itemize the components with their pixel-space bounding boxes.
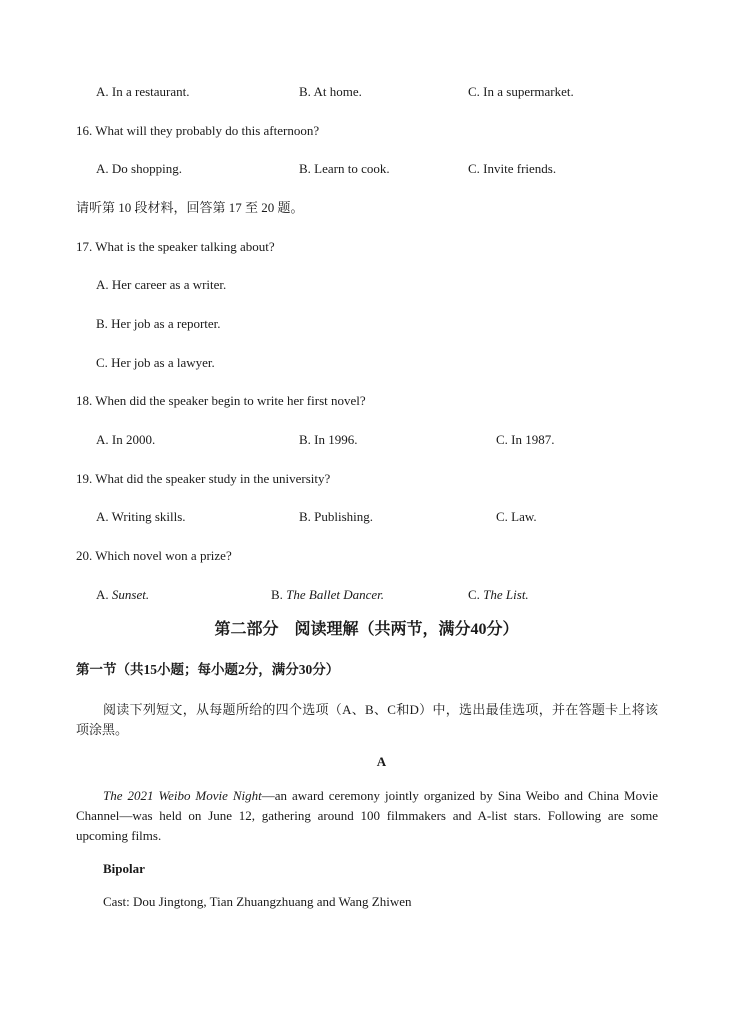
q19-option-c: C. Law. bbox=[496, 509, 537, 524]
passage-label: A bbox=[376, 754, 387, 769]
part2-title: 第二部分 阅读理解（共两节，满分40分） bbox=[214, 621, 519, 638]
film-cast: Cast: Dou Jingtong, Tian Zhuangzhuang and Wang Zhiwen bbox=[103, 894, 412, 909]
q16-option-a: A. Do shopping. bbox=[96, 161, 182, 176]
q17-stem: 17. What is the speaker talking about? bbox=[76, 239, 275, 254]
q18-option-a: A. In 2000. bbox=[96, 432, 156, 447]
q17-option-b: B. Her job as a reporter. bbox=[96, 316, 221, 331]
passage-paragraph bbox=[76, 786, 658, 846]
q20-option-b: B. The Ballet Dancer. bbox=[271, 587, 385, 602]
q18-stem: 18. When did the speaker begin to write her first novel? bbox=[76, 393, 366, 408]
q16-option-b: B. Learn to cook. bbox=[299, 161, 390, 176]
reading-instructions: 阅读下列短文，从每题所给的四个选项（A、B、C和D）中，选出最佳选项，并在答题卡上将该项涂黑。 bbox=[76, 702, 658, 737]
q16-option-c: C. Invite friends. bbox=[468, 161, 557, 176]
film-title: Bipolar bbox=[103, 861, 145, 876]
passage-body: —an award ceremony jointly organized by Sina Weibo and China Movie Channel—was held on June 12, gathering around 100 filmmakers and A-list stars. Following are some upcoming films. bbox=[76, 788, 658, 843]
q19-stem: 19. What did the speaker study in the university? bbox=[76, 471, 331, 486]
q18-option-b: B. In 1996. bbox=[299, 432, 358, 447]
q20-stem: 20. Which novel won a prize? bbox=[76, 548, 232, 563]
q17-option-c: C. Her job as a lawyer. bbox=[96, 355, 215, 370]
q20-option-c: C. The List. bbox=[468, 587, 529, 602]
event-title: The 2021 Weibo Movie Night bbox=[103, 788, 262, 803]
q17-option-a: A. Her career as a writer. bbox=[96, 277, 227, 292]
q20-option-a: A. Sunset. bbox=[96, 587, 150, 602]
q15-option-a: A. In a restaurant. bbox=[96, 84, 190, 99]
q19-option-b: B. Publishing. bbox=[299, 509, 374, 524]
q15-option-b: B. At home. bbox=[299, 84, 362, 99]
q19-option-a: A. Writing skills. bbox=[96, 509, 186, 524]
section10-instruction: 请听第 10 段材料，回答第 17 至 20 题。 bbox=[76, 200, 304, 215]
q18-option-c: C. In 1987. bbox=[496, 432, 555, 447]
section1-title: 第一节（共15小题；每小题2分，满分30分） bbox=[76, 662, 340, 677]
q16-stem: 16. What will they probably do this afternoon? bbox=[76, 123, 320, 138]
q15-option-c: C. In a supermarket. bbox=[468, 84, 574, 99]
